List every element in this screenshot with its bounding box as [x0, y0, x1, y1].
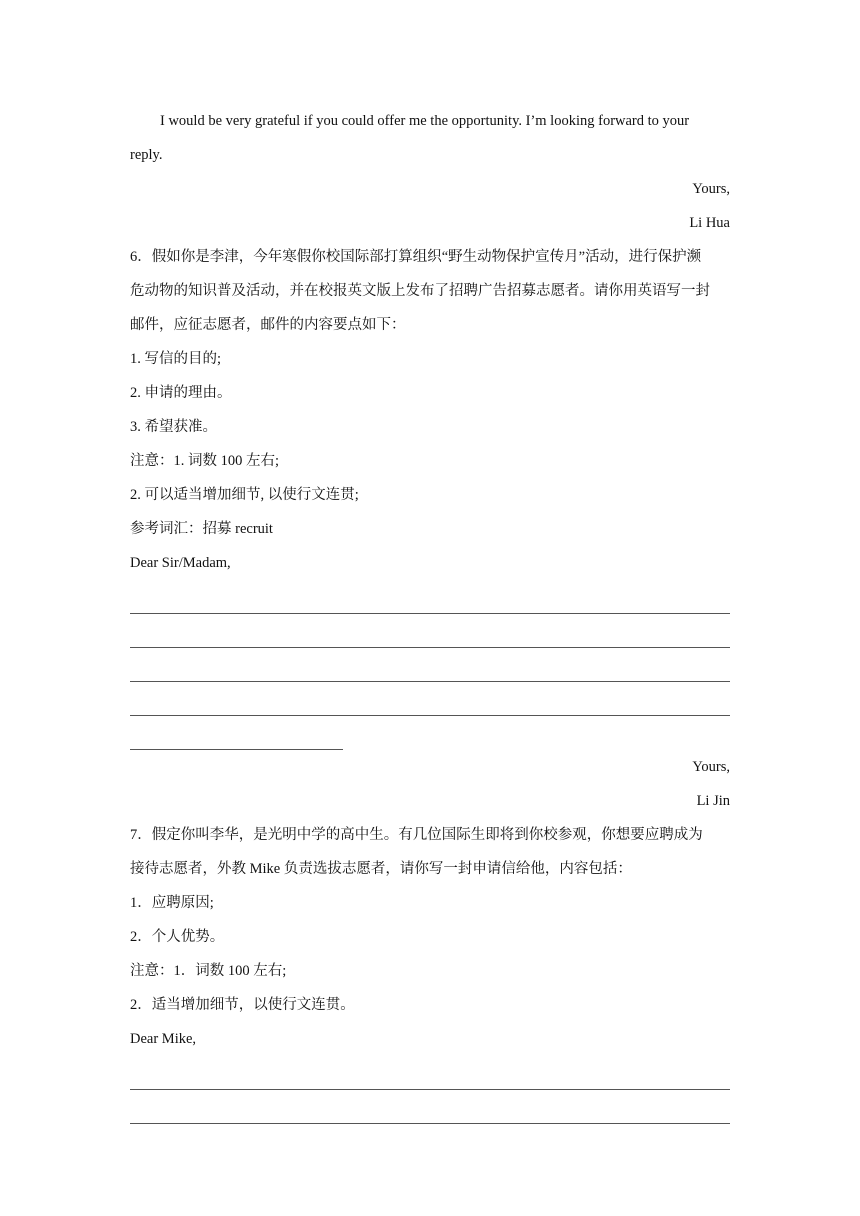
letter-signature: Li Hua	[689, 215, 730, 231]
answer-line[interactable]	[130, 614, 730, 648]
q7-point: 1．应聘原因;	[130, 895, 214, 911]
q6-vocab: 参考词汇：招募 recruit	[130, 521, 273, 537]
answer-line[interactable]	[130, 682, 730, 716]
q7-note: 2．适当增加细节，以使行文连贯。	[130, 997, 355, 1013]
answer-line[interactable]	[130, 716, 343, 750]
answer-line[interactable]	[130, 648, 730, 682]
q6-note: 2. 可以适当增加细节, 以使行文连贯;	[130, 487, 359, 503]
q6-salutation: Dear Sir/Madam,	[130, 555, 231, 571]
q6-point: 1. 写信的目的;	[130, 351, 222, 367]
q7-prompt-line: 7．假定你叫李华，是光明中学的高中生。有几位国际生即将到你校参观，你想要应聘成为	[130, 827, 703, 843]
q6-closing: Yours,	[692, 759, 730, 775]
answer-line[interactable]	[130, 580, 730, 614]
letter-closing-paragraph: I would be very grateful if you could offer me the opportunity. I’m looking forward to your	[160, 113, 690, 129]
q6-note: 注意：1. 词数 100 左右;	[130, 453, 280, 469]
q6-prompt-line: 邮件，应征志愿者，邮件的内容要点如下：	[130, 317, 406, 333]
q6-signature: Li Jin	[696, 793, 730, 809]
q7-prompt-line: 接待志愿者，外教 Mike 负责选拔志愿者，请你写一封申请信给他，内容包括：	[130, 861, 632, 877]
letter-closing: Yours,	[692, 181, 730, 197]
letter-closing-paragraph-cont: reply.	[130, 147, 163, 163]
answer-line[interactable]	[130, 1056, 730, 1090]
q7-salutation: Dear Mike,	[130, 1031, 197, 1047]
q6-point: 3. 希望获准。	[130, 419, 217, 435]
q6-prompt-line: 危动物的知识普及活动，并在校报英文版上发布了招聘广告招募志愿者。请你用英语写一封	[130, 283, 710, 299]
q7-point: 2．个人优势。	[130, 929, 225, 945]
q7-note: 注意：1．词数 100 左右;	[130, 963, 287, 979]
answer-line[interactable]	[130, 1090, 730, 1124]
q6-prompt-line: 6．假如你是李津，今年寒假你校国际部打算组织“野生动物保护宣传月”活动，进行保护濒	[130, 249, 702, 265]
q6-point: 2. 申请的理由。	[130, 385, 232, 401]
document-page	[130, 104, 730, 1124]
